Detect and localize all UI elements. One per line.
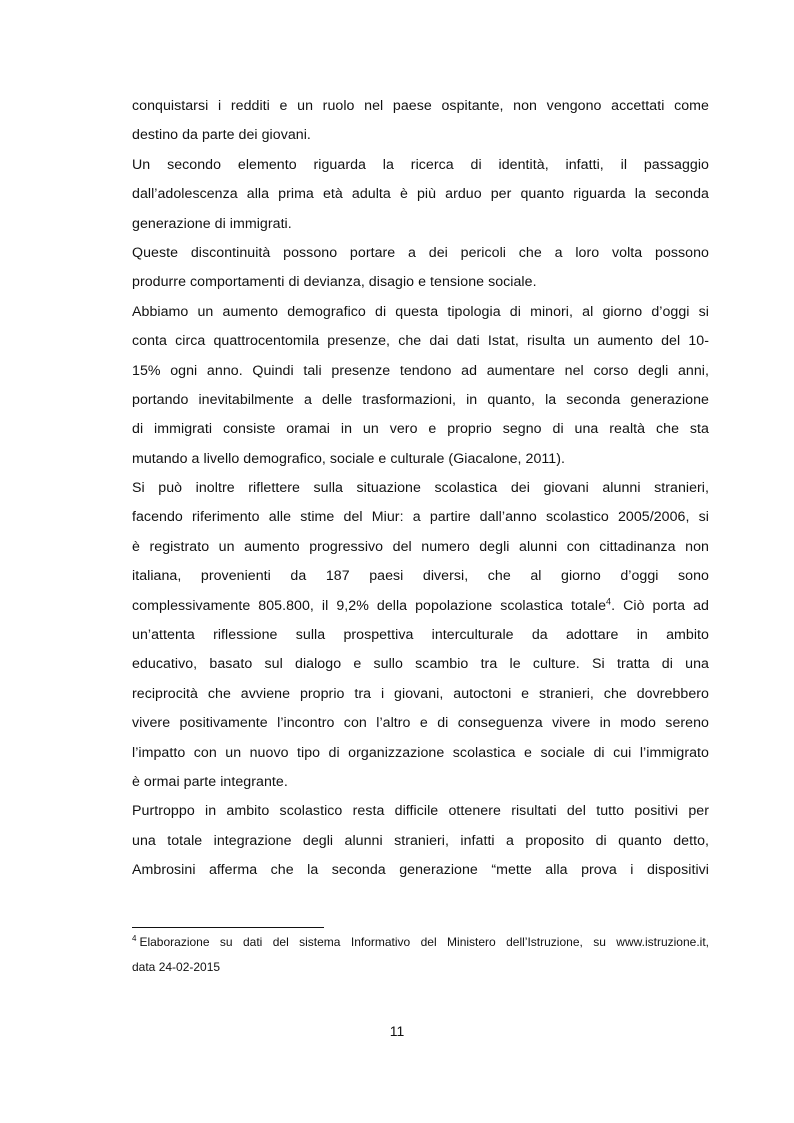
body-line-with-footnote-ref	[132, 592, 709, 621]
page-number: 11	[389, 1023, 405, 1039]
footnote-line: data 24-02-2015	[132, 960, 221, 974]
footnote-separator	[132, 927, 324, 928]
body-line: Si può inoltre riflettere sulla situazione scolastica dei giovani alunni stranieri,	[132, 480, 709, 497]
body-line: Ambrosini afferma che la seconda generazione “mette alla prova i dispositivi	[132, 862, 709, 879]
body-line: Queste discontinuità possono portare a dei pericoli che a loro volta possono	[132, 244, 709, 261]
footnote-reference[interactable]: 4	[606, 595, 612, 606]
body-line: di immigrati consiste oramai in un vero e proprio segno di una realtà che sta	[132, 421, 709, 438]
body-line: Abbiamo un aumento demografico di questa tipologia di minori, al giorno d’oggi si	[132, 303, 709, 320]
body-line-text: . Ciò porta ad	[611, 597, 709, 614]
body-line: mutando a livello demografico, sociale e culturale (Giacalone, 2011).	[132, 450, 565, 467]
body-line: generazione di immigrati.	[132, 215, 292, 232]
body-line: è registrato un aumento progressivo del numero degli alunni con cittadinanza non	[132, 538, 709, 555]
body-line: educativo, basato sul dialogo e sullo scambio tra le culture. Si tratta di una	[132, 656, 709, 673]
body-text	[132, 92, 709, 886]
body-line: conquistarsi i redditi e un ruolo nel paese ospitante, non vengono accettati come	[132, 98, 709, 114]
body-line: vivere positivamente l’incontro con l’altro e di conseguenza vivere in modo sereno	[132, 715, 709, 732]
body-line: reciprocità che avviene proprio tra i giovani, autoctoni e stranieri, che dovrebbero	[132, 685, 709, 702]
body-line: l’impatto con un nuovo tipo di organizzazione scolastica e sociale di cui l’immigrato	[132, 744, 709, 761]
body-line: produrre comportamenti di devianza, disagio e tensione sociale.	[132, 274, 537, 291]
body-line: 15% ogni anno. Quindi tali presenze tendono ad aumentare nel corso degli anni,	[132, 362, 709, 379]
body-line: è ormai parte integrante.	[132, 773, 288, 790]
body-line: destino da parte dei giovani.	[132, 127, 311, 144]
footnote	[132, 930, 709, 980]
footnote-text: Elaborazione su dati del sistema Informativo del Ministero dell’Istruzione, su www.istruzione.it,	[139, 935, 709, 949]
body-line: una totale integrazione degli alunni stranieri, infatti a proposito di quanto detto,	[132, 832, 709, 849]
body-line-text: complessivamente 805.800, il 9,2% della popolazione scolastica totale	[132, 597, 607, 614]
body-line: conta circa quattrocentomila presenze, che dai dati Istat, risulta un aumento del 10-	[132, 333, 709, 350]
footnote-line	[132, 930, 709, 955]
body-line: portando inevitabilmente a delle trasformazioni, in quanto, la seconda generazione	[132, 391, 709, 408]
body-line: Purtroppo in ambito scolastico resta difficile ottenere risultati del tutto positivi per	[132, 803, 709, 820]
body-line: dall’adolescenza alla prima età adulta è più arduo per quanto riguarda la seconda	[132, 186, 709, 203]
footnote-mark: 4	[132, 934, 137, 943]
body-line: facendo riferimento alle stime del Miur: a partire dall’anno scolastico 2005/2006, si	[132, 509, 709, 526]
body-line: Un secondo elemento riguarda la ricerca di identità, infatti, il passaggio	[132, 156, 709, 173]
body-line: un’attenta riflessione sulla prospettiva interculturale da adottare in ambito	[132, 627, 709, 644]
body-line: italiana, provenienti da 187 paesi diversi, che al giorno d’oggi sono	[132, 568, 709, 585]
